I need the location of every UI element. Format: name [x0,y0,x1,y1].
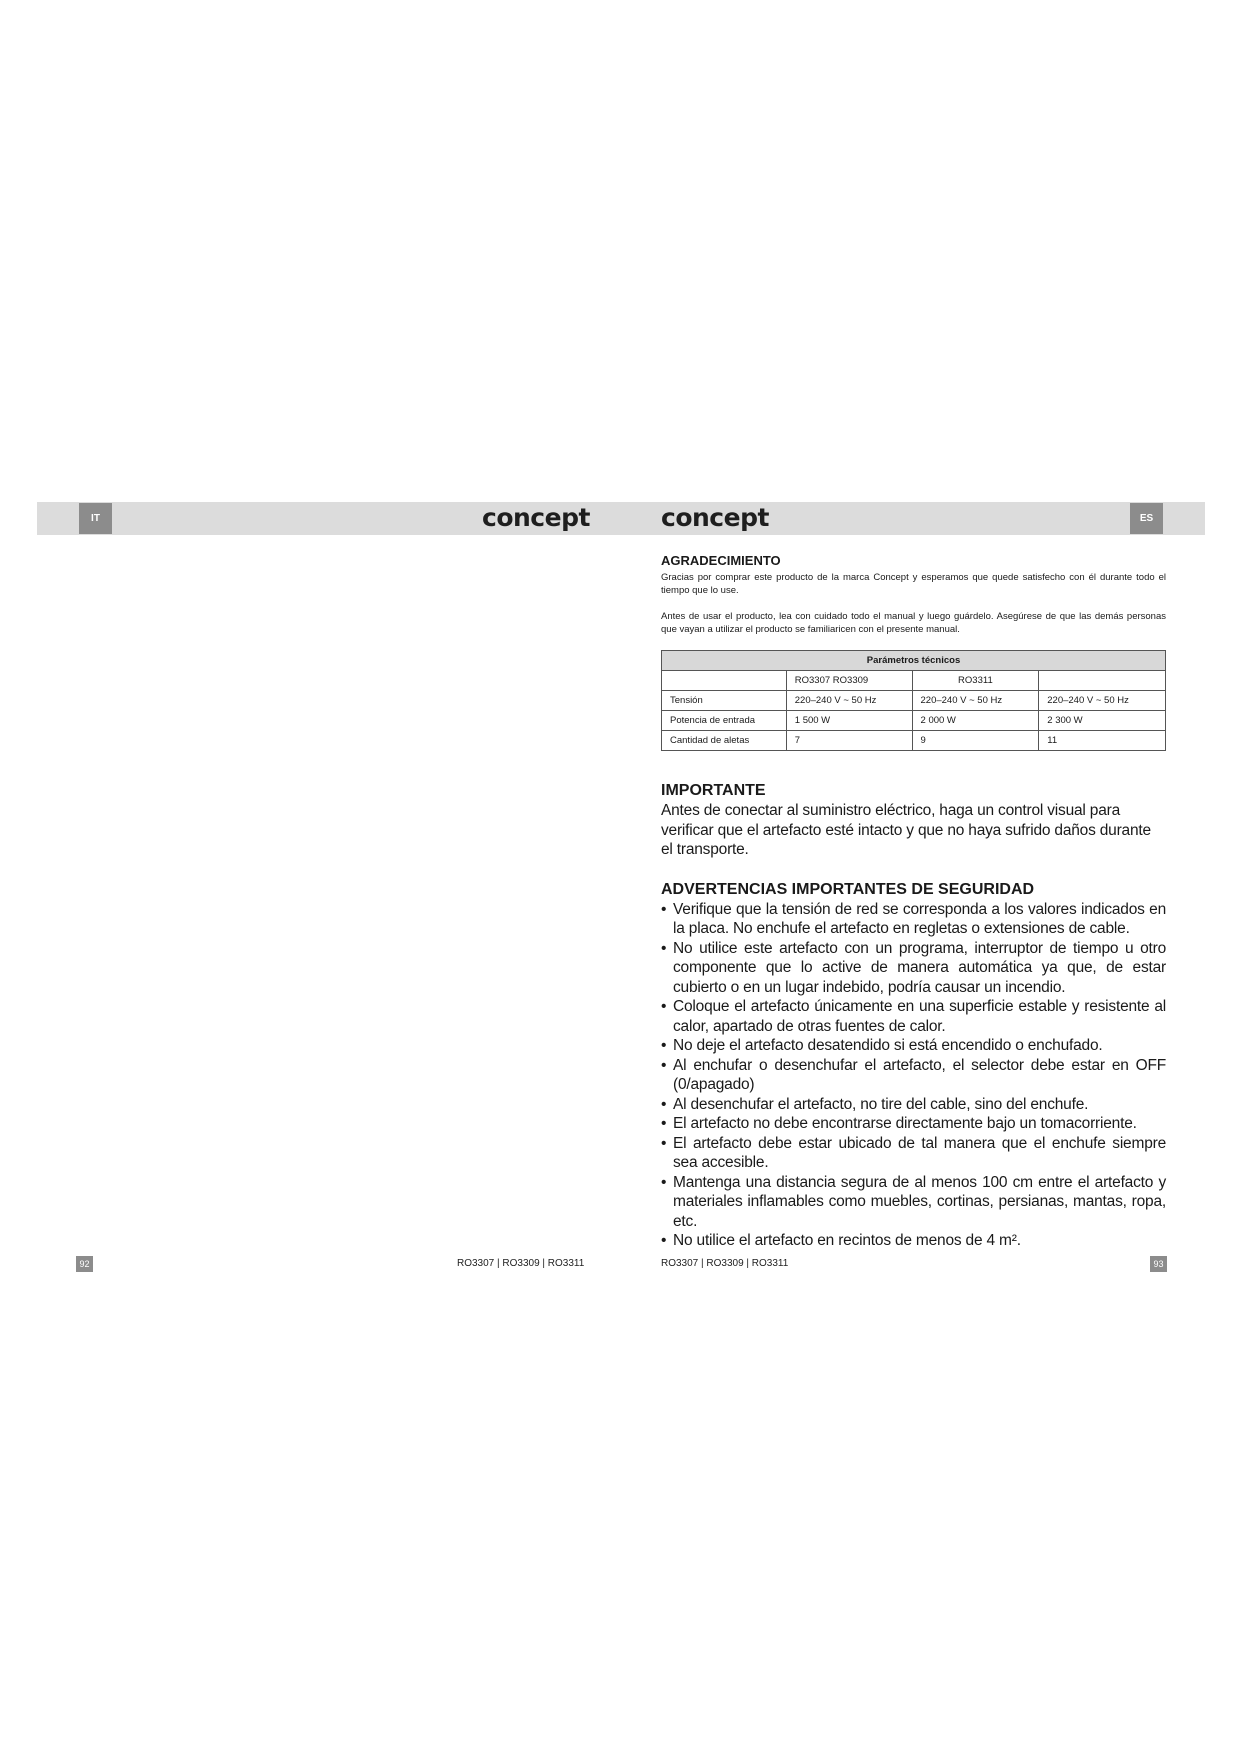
table-header-cell [1039,671,1166,691]
list-item: • Al enchufar o desenchufar el artefacto, el selector debe estar en OFF (0/apagado) [661,1056,1166,1095]
table-cell: 9 [912,731,1039,751]
table-row [662,711,1166,731]
header-band [37,502,1205,535]
language-tab-it: IT [79,503,112,534]
important-text: Antes de conectar al suministro eléctrico, haga un control visual para verificar que el artefacto esté intacto y que no haya sufrido daños durante el transporte. [661,802,1151,858]
page-number-left: 92 [76,1256,93,1272]
list-item: • El artefacto debe estar ubicado de tal manera que el enchufe siempre sea accesible. [661,1134,1166,1173]
intro-paragraph-1: Gracias por comprar este producto de la marca Concept y esperamos que quede satisfecho con él durante todo el tiempo que lo use. [661,572,1166,596]
table-cell: Tensión [662,691,787,711]
table-cell: 1 500 W [786,711,912,731]
model-footer-right: RO3307 | RO3309 | RO3311 [661,1258,789,1269]
important-title: IMPORTANTE [661,782,766,799]
list-item: • No deje el artefacto desatendido si está encendido o enchufado. [661,1036,1166,1056]
list-item: • Mantenga una distancia segura de al menos 100 cm entre el artefacto y materiales inflamables como muebles, cortinas, persianas, mantas, ropa, etc. [661,1173,1166,1232]
brand-logo-left: concept [482,503,590,532]
table-cell: 11 [1039,731,1166,751]
table-cell: 7 [786,731,912,751]
technical-parameters-table [661,650,1166,751]
table-header-cell: RO3307 RO3309 [786,671,912,691]
list-item: • El artefacto no debe encontrarse directamente bajo un tomacorriente. [661,1114,1166,1134]
table-row [662,731,1166,751]
table-header-cell: RO3311 [912,671,1039,691]
language-tab-es: ES [1130,503,1163,534]
table-header-cell [662,671,787,691]
table-row [662,691,1166,711]
brand-logo-right: concept [661,503,769,532]
table-cell: 220–240 V ~ 50 Hz [786,691,912,711]
table-header-row [662,671,1166,691]
intro-paragraph-2: Antes de usar el producto, lea con cuidado todo el manual y luego guárdelo. Asegúrese de que las demás personas que vayan a utilizar el producto se familiaricen con el presente manual. [661,611,1166,635]
table-cell: 220–240 V ~ 50 Hz [912,691,1039,711]
table-cell: Potencia de entrada [662,711,787,731]
spanish-page-content [661,553,1166,1251]
table-title: Parámetros técnicos [662,651,1166,671]
list-item: • No utilice el artefacto en recintos de menos de 4 m². [661,1231,1166,1251]
model-footer-left: RO3307 | RO3309 | RO3311 [457,1258,585,1269]
list-item: • No utilice este artefacto con un programa, interruptor de tiempo u otro componente que lo active de manera automática ya que, de estar cubierto o en un lugar indebido, podría causar un incendio. [661,939,1166,998]
list-item: • Al desenchufar el artefacto, no tire del cable, sino del enchufe. [661,1095,1166,1115]
table-cell: Cantidad de aletas [662,731,787,751]
list-item: • Verifique que la tensión de red se corresponda a los valores indicados en la placa. No enchufe el artefacto en regletas o extensiones de cable. [661,900,1166,939]
table-cell: 2 000 W [912,711,1039,731]
intro-title: AGRADECIMIENTO [661,553,781,568]
safety-list [661,900,1166,1251]
page-number-right: 93 [1150,1256,1167,1272]
table-cell: 2 300 W [1039,711,1166,731]
safety-title: ADVERTENCIAS IMPORTANTES DE SEGURIDAD [661,880,1035,898]
list-item: • Coloque el artefacto únicamente en una superficie estable y resistente al calor, apartado de otras fuentes de calor. [661,997,1166,1036]
table-title-row [662,651,1166,671]
table-cell: 220–240 V ~ 50 Hz [1039,691,1166,711]
